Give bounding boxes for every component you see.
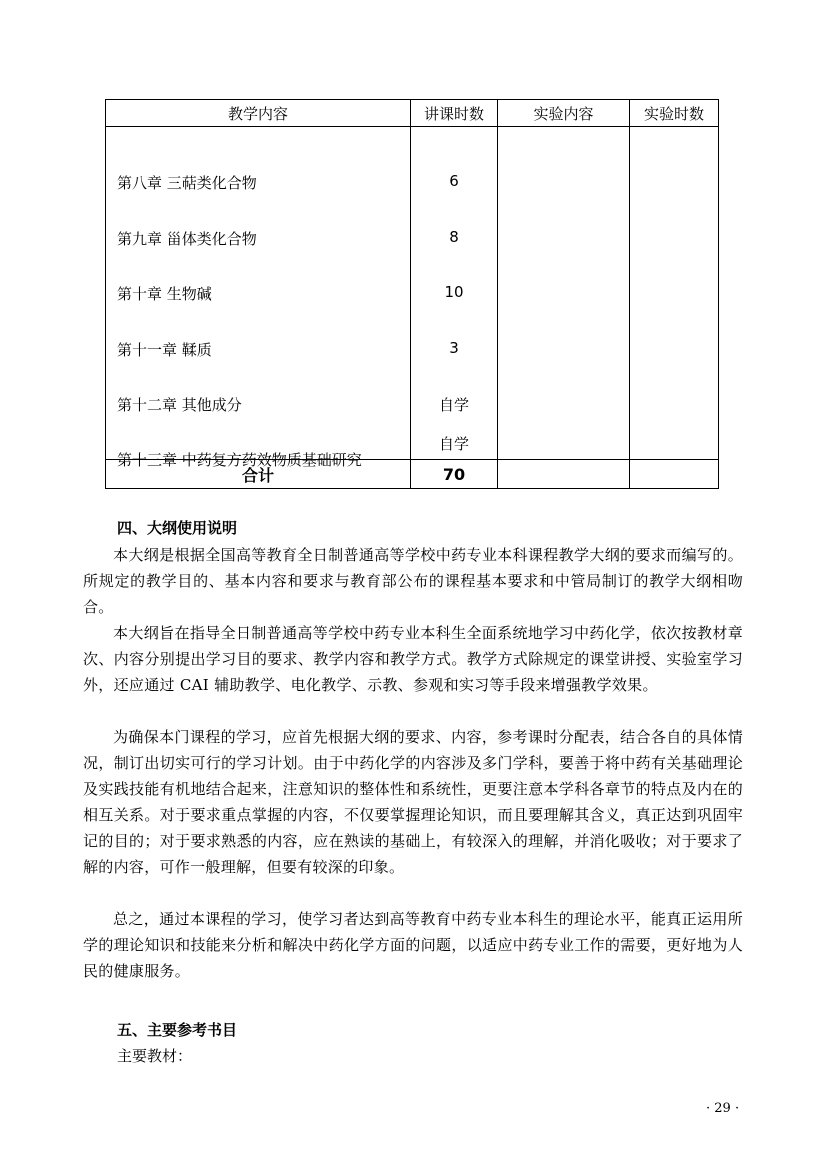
- textbooks-label: 主要教材：: [117, 1047, 193, 1065]
- total-label: 合计: [106, 460, 411, 489]
- section-heading-references: 五、主要参考书目: [117, 1021, 238, 1039]
- usage-paragraph-2: 本大纲旨在指导全日制普通高等学校中药专业本科生全面系统地学习中药化学，依次按教材章次、内容分别提出学习目的要求、教学内容和教学方式。教学方式除规定的课堂讲授、实验室学习外，还应通过 CAI 辅助教学、电化教学、示教、参观和实习等手段来增强教学效果。: [83, 624, 743, 694]
- header-lab-hours: 实验时数: [630, 100, 719, 127]
- usage-paragraph-4: 总之，通过本课程的学习，使学习者达到高等教育中药专业本科生的理论水平，能真正运用所学的理论知识和技能来分析和解决中药化学方面的问题，以适应中药专业工作的需要，更好地为人民的健康服务。: [83, 910, 743, 980]
- header-content: 教学内容: [106, 100, 411, 127]
- hours-chapter-12: 自学: [438, 396, 469, 414]
- header-lecture-hours: 讲课时数: [411, 100, 498, 127]
- chapter-8: 第八章 三萜类化合物: [117, 174, 257, 192]
- chapter-list-cell: [106, 127, 411, 469]
- hours-chapter-8: 6: [449, 172, 459, 190]
- usage-paragraph-1: 本大纲是根据全国高等教育全日制普通高等学校中药专业本科课程教学大纲的要求而编写的。所规定的教学目的、基本内容和要求与教育部公布的课程基本要求和中管局制订的教学大纲相吻合。: [83, 546, 743, 616]
- total-lab-content: [498, 460, 630, 489]
- header-lab-content: 实验内容: [498, 100, 630, 127]
- chapter-13: 第十三章 中药复方药效物质基础研究: [117, 451, 362, 469]
- chapter-12: 第十二章 其他成分: [117, 396, 242, 414]
- chapter-10: 第十章 生物碱: [117, 285, 212, 303]
- hours-chapter-13: 自学: [438, 435, 469, 453]
- hours-chapter-9: 8: [449, 228, 459, 246]
- usage-paragraph-3: 为确保本门课程的学习，应首先根据大纲的要求、内容，参考课时分配表，结合各自的具体情况，制订出切实可行的学习计划。由于中药化学的内容涉及多门学科，要善于将中药有关基础理论及实践技能有机地结合起来，注意知识的整体性和系统性，更要注意本学科各章节的特点及内在的相互关系。对于要求重点掌握的内容，不仅要掌握理论知识，而且要理解其含义，真正达到巩固牢记的目的；对于要求熟悉的内容，应在熟读的基础上，有较深入的理解，并消化吸收；对于要求了解的内容，可作一般理解，但要有较深的印象。: [83, 728, 743, 876]
- table-header-row: [106, 100, 719, 127]
- chapter-11: 第十一章 鞣质: [117, 341, 212, 359]
- page-number: · 29 ·: [706, 1101, 740, 1116]
- total-hours: 70: [411, 460, 498, 489]
- hours-chapter-10: 10: [444, 283, 464, 301]
- lecture-hours-cell: [411, 127, 498, 460]
- course-hours-table: [105, 99, 719, 489]
- total-lab-hours: [630, 460, 719, 489]
- table-body-row: [106, 127, 719, 460]
- chapter-9: 第九章 甾体类化合物: [117, 230, 257, 248]
- section-heading-usage: 四、大纲使用说明: [117, 519, 238, 537]
- lab-content-cell: [498, 127, 630, 460]
- lab-hours-cell: [630, 127, 719, 460]
- hours-chapter-11: 3: [449, 339, 459, 357]
